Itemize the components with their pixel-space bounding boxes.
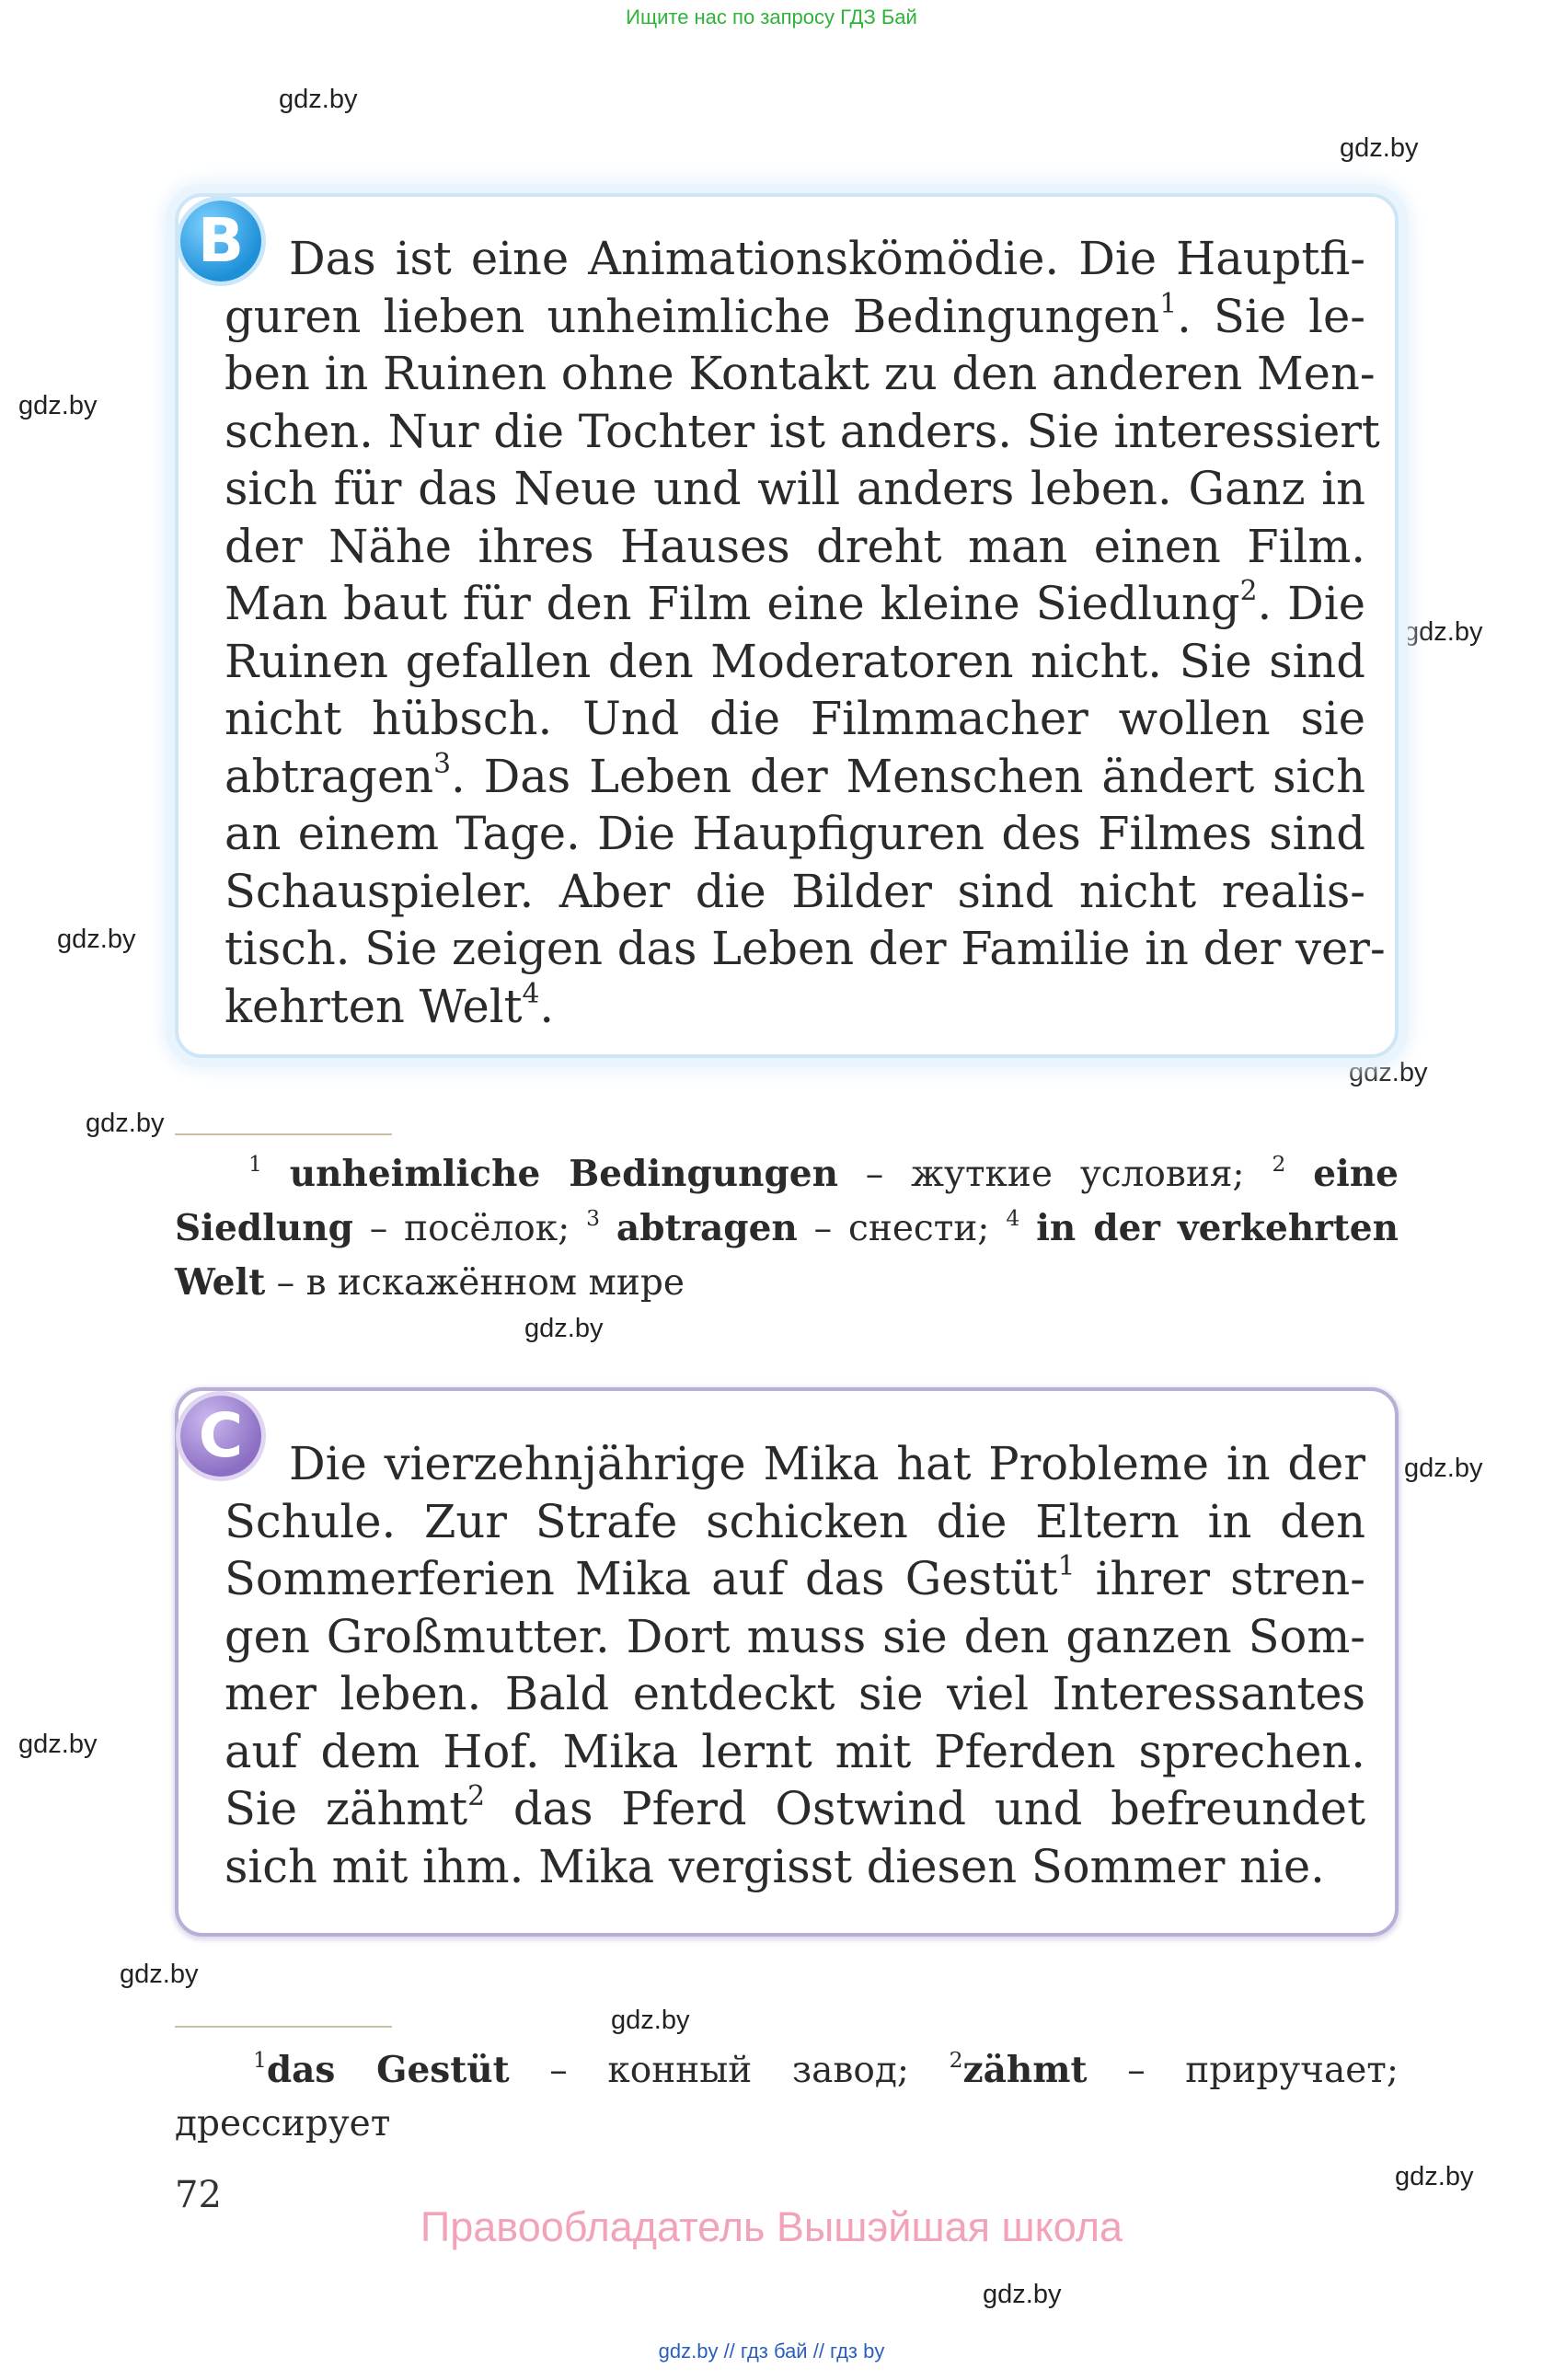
watermark: gdz.by bbox=[1395, 2162, 1474, 2191]
footnote-rule bbox=[175, 1133, 392, 1135]
text-line: Sie zähmt$^2$ das Pferd Ostwind und befreundet bbox=[225, 1780, 1365, 1835]
text-line: sich mit ihm. Mika vergisst diesen Sommer nie. bbox=[225, 1839, 1325, 1893]
watermark: gdz.by bbox=[1404, 617, 1483, 647]
watermark: gdz.by bbox=[86, 1109, 165, 1138]
text-line: an einem Tage. Die Haupfiguren des Filmes sind bbox=[225, 807, 1365, 860]
bottom-links[interactable]: gdz.by // гдз бай // гдз by bbox=[658, 2340, 885, 2363]
watermark: gdz.by bbox=[983, 2280, 1062, 2309]
text-line: Ruinen gefallen den Moderatoren nicht. Sie sind bbox=[225, 634, 1365, 688]
text-line: Sommerferien Mika auf das Gestüt$^1$ ihrer stren- bbox=[225, 1550, 1365, 1605]
page-number: 72 bbox=[175, 2174, 222, 2216]
section-letter-b: B bbox=[180, 201, 261, 282]
footnote-line: Welt – в искажённом мире bbox=[175, 1261, 685, 1304]
watermark: gdz.by bbox=[1340, 133, 1419, 163]
text-line: mer leben. Bald entdeckt sie viel Interessantes bbox=[225, 1667, 1365, 1720]
footnotes-b bbox=[175, 1149, 1399, 1308]
text-line: Man baut für den Film eine kleine Siedlung$^2$. Die bbox=[225, 575, 1365, 630]
text-line: kehrten Welt$^4$. bbox=[225, 977, 555, 1033]
paragraph-c bbox=[225, 1435, 1365, 1895]
text-line: ben in Ruinen ohne Kontakt zu den anderen Men- bbox=[225, 347, 1376, 400]
text-line: der Nähe ihres Hauses dreht man einen Film. bbox=[225, 519, 1365, 573]
top-search-note: Ищите нас по запросу ГДЗ Бай bbox=[626, 6, 917, 29]
text-line: Schauspieler. Aber die Bilder sind nicht realis- bbox=[225, 864, 1365, 918]
watermark: gdz.by bbox=[1349, 1058, 1428, 1087]
watermark: gdz.by bbox=[1404, 1454, 1483, 1483]
text-line: guren lieben unheimliche Bedingungen$^1$. Sie le- bbox=[225, 287, 1365, 343]
footnote-line: Siedlung – посёлок; $^3$ abtragen – снести; $^4$ in der verkehrten bbox=[175, 1204, 1399, 1249]
text-line: Das ist eine Animationskömödie. Die Hauptfi- bbox=[289, 232, 1365, 285]
text-line: gen Großmutter. Dort muss sie den ganzen Som- bbox=[225, 1609, 1365, 1663]
text-line: Schule. Zur Strafe schicken die Eltern in den bbox=[225, 1494, 1365, 1548]
watermark: gdz.by bbox=[611, 2006, 690, 2035]
footnote-line: дрессирует bbox=[175, 2103, 391, 2144]
text-line: schen. Nur die Tochter ist anders. Sie interessiert bbox=[225, 404, 1380, 458]
footnote-line: $^1$das Gestüt – конный завод; $^2$zähmt – приручает; bbox=[253, 2046, 1399, 2091]
paragraph-b bbox=[225, 230, 1386, 1035]
watermark: gdz.by bbox=[18, 1730, 98, 1759]
section-letter-c: C bbox=[180, 1396, 261, 1477]
text-line: Die vierzehnjährige Mika hat Probleme in der bbox=[289, 1437, 1365, 1490]
footnotes-c bbox=[175, 2045, 1399, 2149]
watermark: gdz.by bbox=[120, 1960, 199, 1989]
text-line: abtragen$^3$. Das Leben der Menschen ändert sich bbox=[225, 747, 1365, 803]
watermark: gdz.by bbox=[279, 85, 358, 114]
watermark: gdz.by bbox=[18, 391, 98, 420]
footnote-rule bbox=[175, 2026, 392, 2028]
text-line: sich für das Neue und will anders leben. Ganz in bbox=[225, 462, 1365, 515]
text-line: nicht hübsch. Und die Filmmacher wollen sie bbox=[225, 692, 1365, 745]
copyright-notice: Правообладатель Вышэйшая школа bbox=[420, 2203, 1123, 2250]
text-line: auf dem Hof. Mika lernt mit Pferden sprechen. bbox=[225, 1724, 1365, 1778]
watermark: gdz.by bbox=[524, 1314, 604, 1343]
text-line: tisch. Sie zeigen das Leben der Familie in der ver- bbox=[225, 922, 1386, 975]
footnote-line: $^1$ unheimliche Bedingungen – жуткие условия; $^2$ eine bbox=[248, 1150, 1399, 1195]
watermark: gdz.by bbox=[57, 925, 136, 954]
